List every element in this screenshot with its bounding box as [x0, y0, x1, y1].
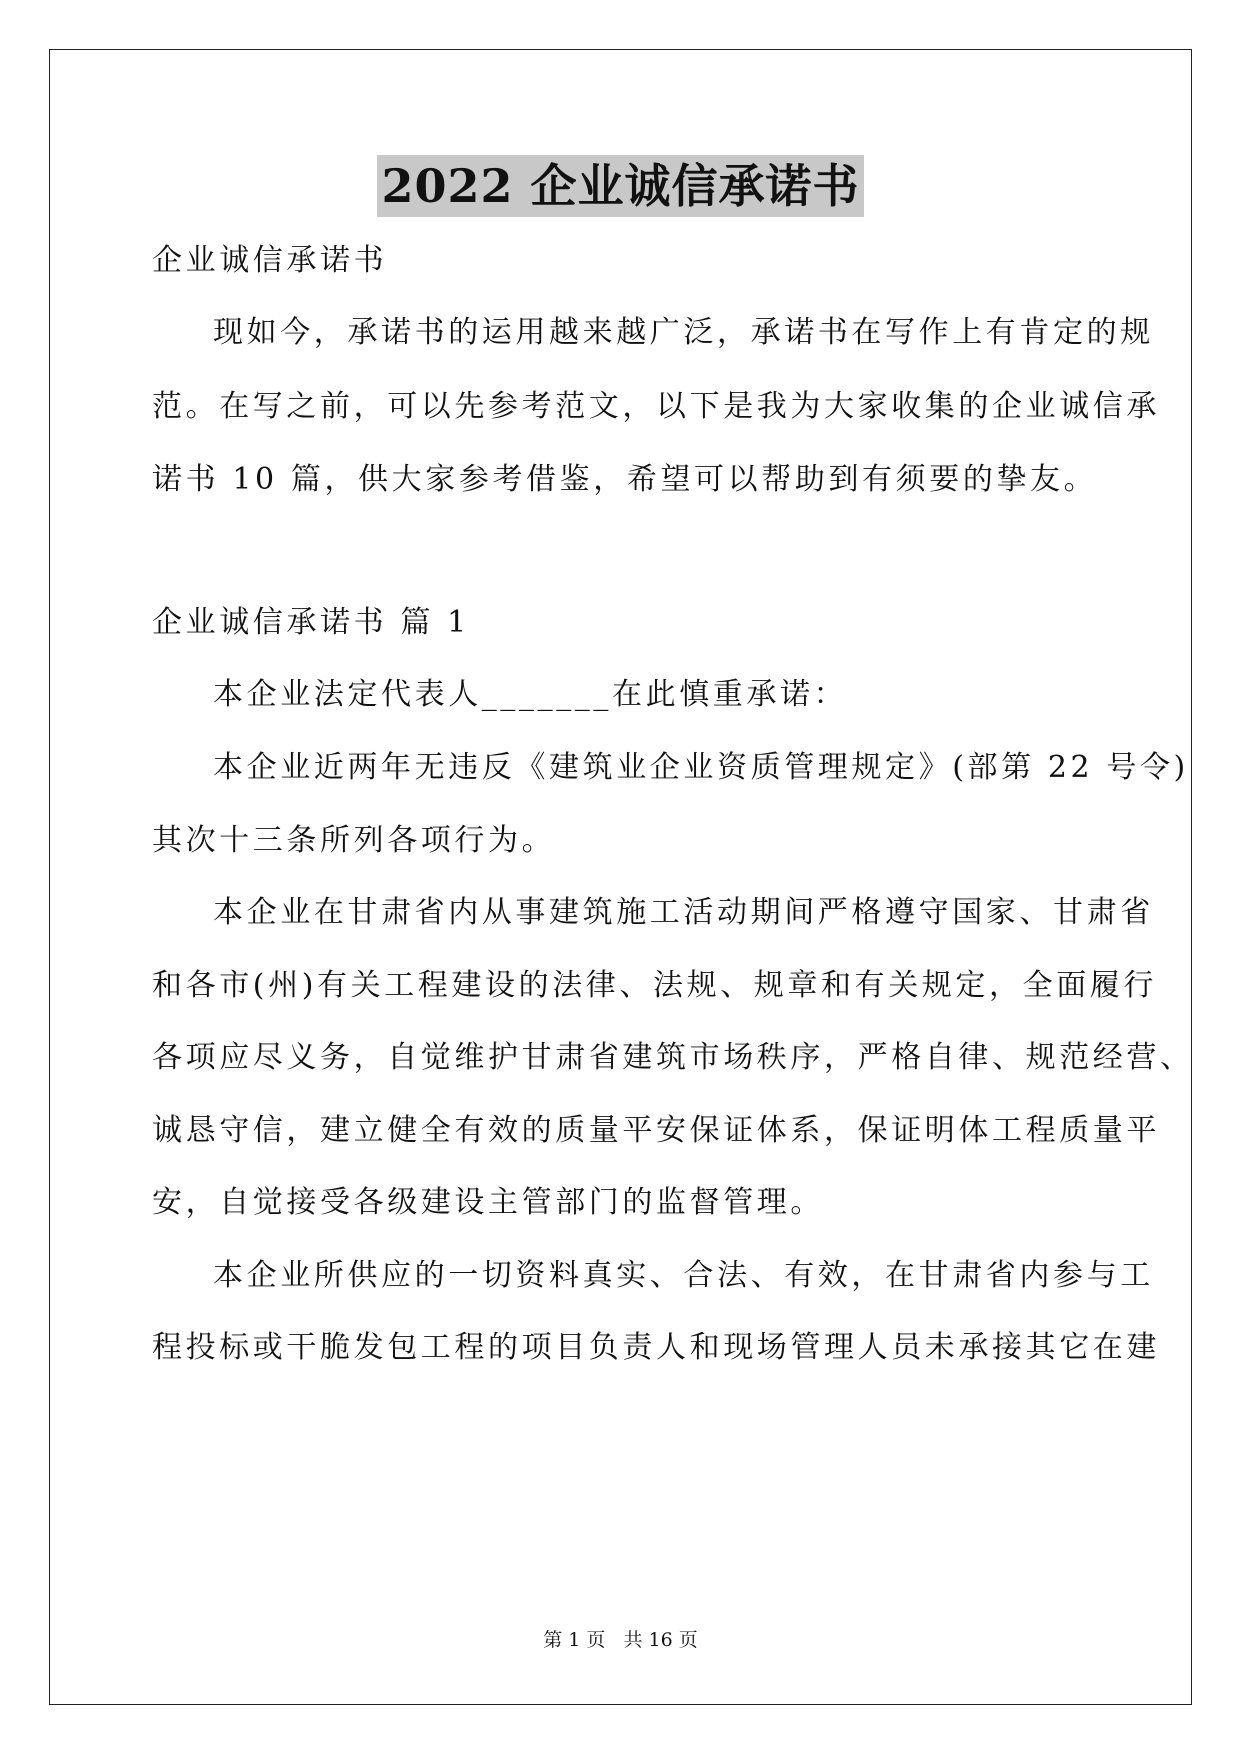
page-total: 共 16 页 [623, 1629, 698, 1651]
section-heading: 企业诚信承诺书 篇 1 [152, 605, 470, 640]
paragraph-line: 本企业在甘肃省内从事建筑施工活动期间严格遵守国家、甘肃省 [213, 895, 1154, 930]
paragraph-line: 本企业所供应的一切资料真实、合法、有效，在甘肃省内参与工 [213, 1258, 1154, 1293]
paragraph-line: 和各市(州)有关工程建设的法律、法规、规章和有关规定，全面履行 [152, 968, 1158, 1003]
paragraph-line: 诚恳守信，建立健全有效的质量平安保证体系，保证明体工程质量平 [152, 1113, 1160, 1148]
page-number: 第 1 页 [543, 1629, 606, 1651]
paragraph-line: 各项应尽义务，自觉维护甘肃省建筑市场秩序，严格自律、规范经营、 [152, 1040, 1194, 1075]
paragraph-line: 其次十三条所列各项行为。 [152, 823, 556, 858]
page-footer [0, 1628, 1241, 1652]
paragraph-line: 本企业法定代表人_______在此慎重承诺： [213, 677, 848, 712]
title-container [0, 155, 1241, 217]
paragraph-line: 程投标或干脆发包工程的项目负责人和现场管理人员未承接其它在建 [152, 1330, 1160, 1365]
paragraph-line: 现如今，承诺书的运用越来越广泛，承诺书在写作上有肯定的规 [213, 315, 1154, 350]
paragraph-line: 范。在写之前，可以先参考范文，以下是我为大家收集的企业诚信承 [152, 389, 1160, 424]
paragraph-line: 安，自觉接受各级建设主管部门的监督管理。 [152, 1185, 824, 1220]
paragraph-line: 诺书 10 篇，供大家参考借鉴，希望可以帮助到有须要的挚友。 [152, 462, 1098, 497]
section-heading: 企业诚信承诺书 [152, 243, 388, 278]
page-border [49, 49, 1192, 1705]
paragraph-line: 本企业近两年无违反《建筑业企业资质管理规定》(部第 22 号令) [213, 750, 1189, 785]
document-title: 2022 企业诚信承诺书 [377, 155, 863, 217]
